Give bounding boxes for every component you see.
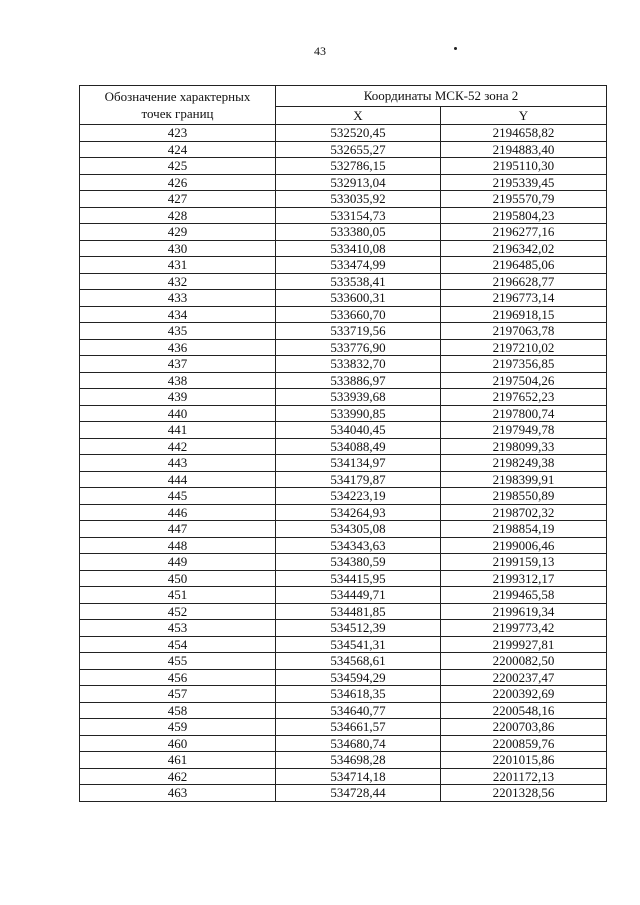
x-coordinate-cell: 534541,31 <box>276 636 441 653</box>
table-row <box>80 570 607 587</box>
point-number-cell: 438 <box>80 372 276 389</box>
x-coordinate-cell: 534380,59 <box>276 554 441 571</box>
y-coordinate-cell: 2194883,40 <box>441 141 607 158</box>
point-number-cell: 456 <box>80 669 276 686</box>
y-coordinate-cell: 2198399,91 <box>441 471 607 488</box>
point-label-header-line2: точек границ <box>141 106 214 121</box>
table-row <box>80 735 607 752</box>
x-coordinate-cell: 534223,19 <box>276 488 441 505</box>
x-coordinate-cell: 533474,99 <box>276 257 441 274</box>
x-coordinate-cell: 533410,08 <box>276 240 441 257</box>
table-row <box>80 323 607 340</box>
x-coordinate-cell: 533939,68 <box>276 389 441 406</box>
x-coordinate-cell: 534088,49 <box>276 438 441 455</box>
x-coordinate-cell: 533380,05 <box>276 224 441 241</box>
coordinates-table <box>79 85 607 802</box>
point-number-cell: 451 <box>80 587 276 604</box>
x-coordinate-cell: 533660,70 <box>276 306 441 323</box>
y-coordinate-cell: 2197210,02 <box>441 339 607 356</box>
table-row <box>80 141 607 158</box>
point-number-cell: 423 <box>80 125 276 142</box>
point-number-cell: 431 <box>80 257 276 274</box>
point-number-cell: 435 <box>80 323 276 340</box>
point-number-cell: 457 <box>80 686 276 703</box>
y-coordinate-cell: 2201015,86 <box>441 752 607 769</box>
y-coordinate-cell: 2198099,33 <box>441 438 607 455</box>
x-coordinate-cell: 534179,87 <box>276 471 441 488</box>
x-coordinate-cell: 533776,90 <box>276 339 441 356</box>
table-row <box>80 158 607 175</box>
x-coordinate-cell: 534661,57 <box>276 719 441 736</box>
y-coordinate-cell: 2197063,78 <box>441 323 607 340</box>
x-coordinate-cell: 533719,56 <box>276 323 441 340</box>
table-row <box>80 554 607 571</box>
point-number-cell: 446 <box>80 504 276 521</box>
y-coordinate-cell: 2194658,82 <box>441 125 607 142</box>
x-coordinate-cell: 534568,61 <box>276 653 441 670</box>
table-row <box>80 174 607 191</box>
y-coordinate-cell: 2197800,74 <box>441 405 607 422</box>
point-number-cell: 429 <box>80 224 276 241</box>
x-coordinate-cell: 532520,45 <box>276 125 441 142</box>
table-row <box>80 785 607 802</box>
table-row <box>80 702 607 719</box>
table-row <box>80 438 607 455</box>
y-coordinate-cell: 2199312,17 <box>441 570 607 587</box>
x-coordinate-cell: 533600,31 <box>276 290 441 307</box>
y-coordinate-cell: 2196773,14 <box>441 290 607 307</box>
scan-speck <box>454 47 457 50</box>
table-row <box>80 669 607 686</box>
y-coordinate-cell: 2197504,26 <box>441 372 607 389</box>
y-coordinate-cell: 2198550,89 <box>441 488 607 505</box>
point-number-cell: 454 <box>80 636 276 653</box>
point-number-cell: 452 <box>80 603 276 620</box>
x-coordinate-cell: 534512,39 <box>276 620 441 637</box>
x-coordinate-cell: 533035,92 <box>276 191 441 208</box>
x-coordinate-cell: 534680,74 <box>276 735 441 752</box>
table-row <box>80 339 607 356</box>
table-row <box>80 422 607 439</box>
table-row <box>80 224 607 241</box>
point-number-cell: 433 <box>80 290 276 307</box>
y-coordinate-cell: 2199773,42 <box>441 620 607 637</box>
x-coordinate-cell: 533832,70 <box>276 356 441 373</box>
table-row <box>80 240 607 257</box>
x-coordinate-cell: 532655,27 <box>276 141 441 158</box>
point-number-cell: 460 <box>80 735 276 752</box>
x-coordinate-cell: 534698,28 <box>276 752 441 769</box>
x-coordinate-cell: 534305,08 <box>276 521 441 538</box>
y-coordinate-cell: 2199006,46 <box>441 537 607 554</box>
table-row <box>80 521 607 538</box>
y-coordinate-cell: 2200392,69 <box>441 686 607 703</box>
table-row <box>80 207 607 224</box>
point-number-cell: 432 <box>80 273 276 290</box>
table-row <box>80 471 607 488</box>
table-row <box>80 620 607 637</box>
y-coordinate-cell: 2201172,13 <box>441 768 607 785</box>
y-coordinate-cell: 2195570,79 <box>441 191 607 208</box>
table-row <box>80 719 607 736</box>
y-coordinate-cell: 2201328,56 <box>441 785 607 802</box>
point-number-cell: 437 <box>80 356 276 373</box>
x-coordinate-cell: 534728,44 <box>276 785 441 802</box>
point-number-cell: 455 <box>80 653 276 670</box>
point-number-cell: 444 <box>80 471 276 488</box>
y-coordinate-cell: 2197356,85 <box>441 356 607 373</box>
point-number-cell: 424 <box>80 141 276 158</box>
point-number-cell: 439 <box>80 389 276 406</box>
point-number-cell: 443 <box>80 455 276 472</box>
y-coordinate-cell: 2197652,23 <box>441 389 607 406</box>
point-number-cell: 427 <box>80 191 276 208</box>
y-coordinate-cell: 2200082,50 <box>441 653 607 670</box>
y-column-header: Y <box>441 107 607 125</box>
table-row <box>80 686 607 703</box>
point-label-header-line1: Обозначение характерных <box>104 89 251 104</box>
table-row <box>80 273 607 290</box>
y-coordinate-cell: 2199465,58 <box>441 587 607 604</box>
table-row <box>80 191 607 208</box>
point-number-cell: 458 <box>80 702 276 719</box>
point-number-cell: 425 <box>80 158 276 175</box>
point-number-cell: 453 <box>80 620 276 637</box>
point-number-cell: 426 <box>80 174 276 191</box>
point-number-cell: 463 <box>80 785 276 802</box>
y-coordinate-cell: 2196277,16 <box>441 224 607 241</box>
point-number-cell: 436 <box>80 339 276 356</box>
table-row <box>80 752 607 769</box>
point-number-cell: 434 <box>80 306 276 323</box>
y-coordinate-cell: 2196918,15 <box>441 306 607 323</box>
y-coordinate-cell: 2200548,16 <box>441 702 607 719</box>
table-row <box>80 306 607 323</box>
y-coordinate-cell: 2200703,86 <box>441 719 607 736</box>
point-number-cell: 447 <box>80 521 276 538</box>
coordinates-header: Координаты МСК-52 зона 2 <box>276 86 607 107</box>
point-number-cell: 461 <box>80 752 276 769</box>
table-row <box>80 537 607 554</box>
point-label-header <box>80 86 276 125</box>
page-number: 43 <box>314 44 326 58</box>
table-row <box>80 587 607 604</box>
point-number-cell: 428 <box>80 207 276 224</box>
x-coordinate-cell: 532786,15 <box>276 158 441 175</box>
x-coordinate-cell: 533154,73 <box>276 207 441 224</box>
y-coordinate-cell: 2198249,38 <box>441 455 607 472</box>
y-coordinate-cell: 2196628,77 <box>441 273 607 290</box>
x-coordinate-cell: 534040,45 <box>276 422 441 439</box>
table-row <box>80 653 607 670</box>
point-number-cell: 430 <box>80 240 276 257</box>
x-coordinate-cell: 534618,35 <box>276 686 441 703</box>
table-row <box>80 389 607 406</box>
y-coordinate-cell: 2198702,32 <box>441 504 607 521</box>
table-row <box>80 356 607 373</box>
x-coordinate-cell: 534449,71 <box>276 587 441 604</box>
x-coordinate-cell: 534415,95 <box>276 570 441 587</box>
point-number-cell: 448 <box>80 537 276 554</box>
x-coordinate-cell: 533990,85 <box>276 405 441 422</box>
table-row <box>80 488 607 505</box>
y-coordinate-cell: 2196485,06 <box>441 257 607 274</box>
table-row <box>80 636 607 653</box>
y-coordinate-cell: 2195339,45 <box>441 174 607 191</box>
point-number-cell: 450 <box>80 570 276 587</box>
x-coordinate-cell: 534264,93 <box>276 504 441 521</box>
point-number-cell: 441 <box>80 422 276 439</box>
x-coordinate-cell: 534134,97 <box>276 455 441 472</box>
y-coordinate-cell: 2200237,47 <box>441 669 607 686</box>
x-coordinate-cell: 534594,29 <box>276 669 441 686</box>
y-coordinate-cell: 2198854,19 <box>441 521 607 538</box>
table-row <box>80 290 607 307</box>
point-number-cell: 442 <box>80 438 276 455</box>
x-coordinate-cell: 533886,97 <box>276 372 441 389</box>
y-coordinate-cell: 2199159,13 <box>441 554 607 571</box>
y-coordinate-cell: 2197949,78 <box>441 422 607 439</box>
table-row <box>80 455 607 472</box>
y-coordinate-cell: 2195804,23 <box>441 207 607 224</box>
x-coordinate-cell: 532913,04 <box>276 174 441 191</box>
x-coordinate-cell: 534640,77 <box>276 702 441 719</box>
y-coordinate-cell: 2196342,02 <box>441 240 607 257</box>
x-coordinate-cell: 534481,85 <box>276 603 441 620</box>
table-row <box>80 257 607 274</box>
point-number-cell: 440 <box>80 405 276 422</box>
point-number-cell: 445 <box>80 488 276 505</box>
y-coordinate-cell: 2195110,30 <box>441 158 607 175</box>
point-number-cell: 459 <box>80 719 276 736</box>
point-number-cell: 462 <box>80 768 276 785</box>
y-coordinate-cell: 2199927,81 <box>441 636 607 653</box>
x-column-header: X <box>276 107 441 125</box>
table-row <box>80 405 607 422</box>
table-row <box>80 768 607 785</box>
x-coordinate-cell: 534343,63 <box>276 537 441 554</box>
table-row <box>80 504 607 521</box>
x-coordinate-cell: 533538,41 <box>276 273 441 290</box>
y-coordinate-cell: 2200859,76 <box>441 735 607 752</box>
table-row <box>80 125 607 142</box>
table-row <box>80 372 607 389</box>
table-row <box>80 603 607 620</box>
x-coordinate-cell: 534714,18 <box>276 768 441 785</box>
y-coordinate-cell: 2199619,34 <box>441 603 607 620</box>
point-number-cell: 449 <box>80 554 276 571</box>
